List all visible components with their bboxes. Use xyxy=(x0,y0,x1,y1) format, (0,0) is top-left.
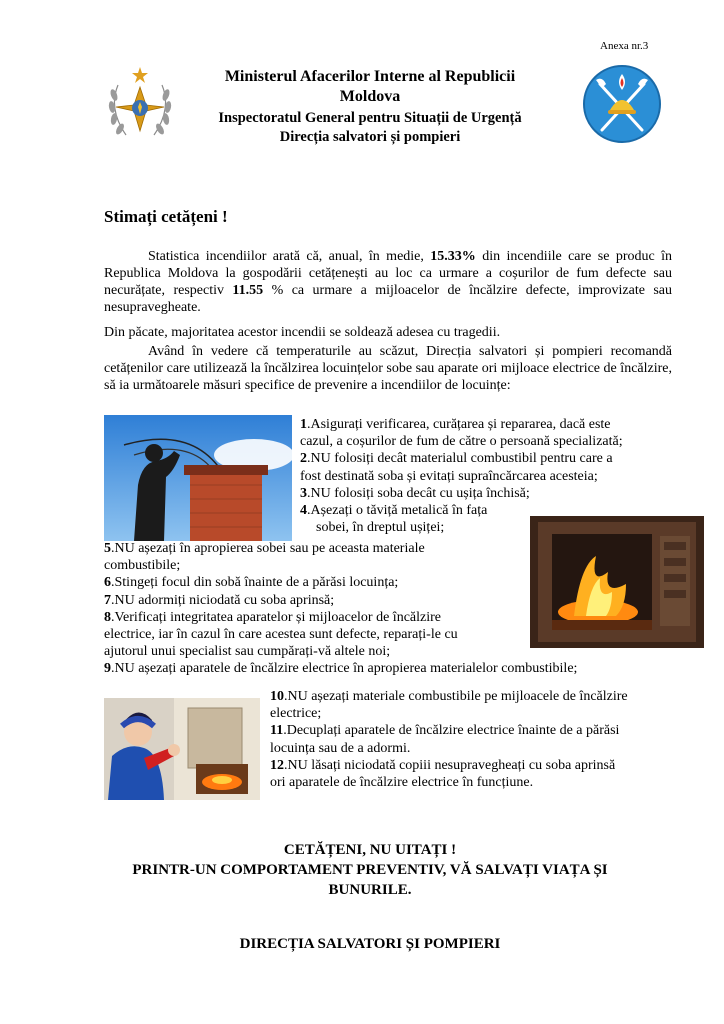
measure-text: .Stingeți focul din sobă înainte de a părăsi locuința; xyxy=(111,575,399,591)
measure-text-cont: ori aparatele de încălzire electrice în funcțiune. xyxy=(270,775,534,791)
measure-text-cont: cazul, a coșurilor de fum de către o persoană specializată; xyxy=(300,434,623,450)
header-inspectorate: Inspectoratul General pentru Situații de Urgență xyxy=(218,110,522,126)
measure-text-cont: sobei, în dreptul ușiței; xyxy=(316,520,445,536)
pct-chimneys: 15.33% xyxy=(430,249,476,264)
intro-paragraph-tragedies: Din păcate, majoritatea acestor incendii se soldează adesea cu tragedii. xyxy=(104,325,501,340)
measure-text-cont: combustibile; xyxy=(104,558,181,574)
measure-number: 5 xyxy=(104,541,111,556)
measure-text: .NU adormiți niciodată cu soba aprinsă; xyxy=(111,592,335,608)
measure-number: 12 xyxy=(270,757,284,773)
child-stove-photo xyxy=(104,698,260,800)
measure-text: .NU lăsați niciodată copiii nesupravegheați cu soba aprinsă xyxy=(284,757,616,773)
firefighters-emblem xyxy=(582,64,662,144)
measure-number: 6 xyxy=(104,575,111,591)
intro-text-1: Statistica incendiilor arată că, anual, în medie, xyxy=(148,249,424,264)
measure-text: .Decuplați aparatele de încălzire electrice înainte de a părăsi xyxy=(283,723,620,739)
measure-number: 7 xyxy=(104,592,111,608)
intro-paragraph-recommendations: Având în vedere că temperaturile au scăzut, Direcția salvatori și pompieri recomandă cetățenilor care utilizează la încălzirea locuințelor sobe sau aparate ori mijloace electrice de încălzire, să ia următoarele măsuri specifice de prevenire a incendiilor de locuințe: xyxy=(104,344,672,393)
measure-text: .Asigurați verificarea, curățarea și repararea, dacă este xyxy=(307,417,611,432)
ministry-emblem xyxy=(104,65,176,145)
header-directorate: Direcția salvatori și pompieri xyxy=(279,129,461,145)
measure-text: .NU așezați materiale combustibile pe mijloacele de încălzire xyxy=(284,689,628,704)
measure-number: 3 xyxy=(300,485,307,501)
footer-warning-title: CETĂȚENI, NU UITAȚI ! xyxy=(283,842,457,858)
header-ministry-line1: Ministerul Afacerilor Interne al Republicii xyxy=(224,68,516,85)
annex-label: Anexa nr.3 xyxy=(600,40,649,52)
chimney-sweep-photo xyxy=(104,415,292,541)
measure-text-cont: fost destinată soba și evitați supraîncărcarea acesteia; xyxy=(300,468,598,484)
footer-warning-line2: PRINTR-UN COMPORTAMENT PREVENTIV, VĂ SALVAȚI VIAȚA ȘI xyxy=(132,862,608,878)
measure-text-cont: electrice; xyxy=(270,706,322,722)
measure-number: 10 xyxy=(270,689,284,704)
measure-text-cont: ajutorul unui specialist sau cumpărați-vă altele noi; xyxy=(104,644,391,660)
measure-text: .NU folosiți decât materialul combustibil pentru care a xyxy=(307,451,613,467)
measure-number: 11 xyxy=(270,723,284,739)
greeting: Stimați cetățeni ! xyxy=(104,207,228,226)
footer-signature: DIRECȚIA SALVATORI ȘI POMPIERI xyxy=(239,936,501,952)
measure-text-cont: locuința sau de a adormi. xyxy=(270,740,411,756)
measure-number: 1 xyxy=(300,417,307,432)
pct-heaters: 11.55 xyxy=(232,283,264,298)
measure-text: .NU așezați aparatele de încălzire electrice în apropierea materialelor combustibile; xyxy=(111,661,578,677)
footer-warning-line3: BUNURILE. xyxy=(328,882,412,898)
measure-number: 8 xyxy=(104,609,111,625)
measure-text-cont: electrice, iar în cazul în care acestea sunt defecte, reparați-le cu xyxy=(104,627,458,643)
intro-text-2: din incendiile care se produc în Republica Moldova la gospodării cetățenești au loc ca urmare a coșurilor de fum defecte sau necurățate, respectiv xyxy=(104,249,673,298)
measure-text: .Verificați integritatea aparatelor și mijloacelor de încălzire xyxy=(111,609,441,625)
measure-number: 4 xyxy=(300,503,307,519)
measure-number: 2 xyxy=(300,451,307,467)
intro-paragraph-statistics xyxy=(104,248,672,316)
measure-text: .NU așezați în apropierea sobei sau pe aceasta materiale xyxy=(111,541,425,556)
measure-text: .NU folosiți soba decât cu ușița închisă; xyxy=(307,485,530,501)
header-ministry-line2: Moldova xyxy=(339,88,401,105)
measure-number: 9 xyxy=(104,661,111,677)
list-item xyxy=(270,688,690,791)
measure-text: .Așezați o tăviță metalică în fața xyxy=(307,503,488,519)
list-item xyxy=(104,540,704,678)
intro-text-3: % ca urmare a mijloacelor de încălzire defecte, improvizate sau nesupravegheate. xyxy=(104,283,673,315)
